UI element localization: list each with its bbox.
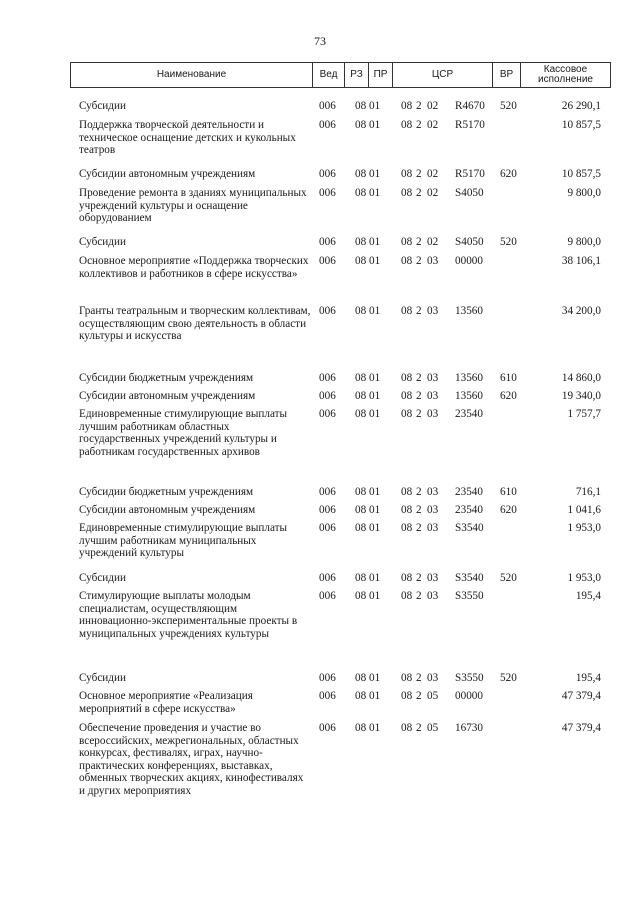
row-name: Стимулирующие выплаты молодым специалистам, осуществляющим инновационно-экспериментальные проекты в муниципальных учреждениях культуры	[79, 590, 298, 640]
row-csr-part3: 03	[427, 672, 439, 684]
row-rz: 08	[355, 100, 367, 112]
row-csr-code: 16730	[455, 722, 483, 734]
row-sum: 1 041,6	[567, 504, 601, 516]
row-pr: 01	[369, 572, 381, 584]
row-ved: 006	[319, 255, 336, 267]
row-csr-part3: 03	[427, 590, 439, 602]
row-csr-part1: 08	[401, 255, 413, 267]
row-csr-part3: 03	[427, 504, 439, 516]
row-csr-code: S3550	[455, 590, 484, 602]
row-csr-part1: 08	[401, 236, 413, 248]
row-vr: 520	[500, 672, 517, 684]
row-csr-part2: 2	[416, 690, 422, 702]
row-ved: 006	[319, 305, 336, 317]
row-csr-part3: 03	[427, 408, 439, 420]
row-csr-part1: 08	[401, 305, 413, 317]
row-name: Проведение ремонта в зданиях муниципальных учреждений культуры и оснащение оборудованием	[79, 187, 307, 225]
row-csr-part3: 03	[427, 372, 439, 384]
row-csr-part2: 2	[416, 119, 422, 131]
row-csr-part3: 03	[427, 390, 439, 402]
row-ved: 006	[319, 372, 336, 384]
row-ved: 006	[319, 390, 336, 402]
row-csr-part3: 03	[427, 255, 439, 267]
row-name: Основное мероприятие «Поддержка творческих коллективов и работников в сфере искусства»	[79, 255, 309, 280]
row-ved: 006	[319, 168, 336, 180]
row-name: Субсидии	[79, 672, 126, 684]
row-vr: 610	[500, 486, 517, 498]
row-csr-part2: 2	[416, 168, 422, 180]
row-csr-part1: 08	[401, 572, 413, 584]
row-pr: 01	[369, 372, 381, 384]
page-number: 73	[314, 34, 326, 48]
row-ved: 006	[319, 187, 336, 199]
row-csr-part1: 08	[401, 590, 413, 602]
row-rz: 08	[355, 572, 367, 584]
row-rz: 08	[355, 408, 367, 420]
row-sum: 195,4	[575, 672, 601, 684]
row-pr: 01	[369, 690, 381, 702]
row-csr-code: 00000	[455, 255, 483, 267]
row-vr: 620	[500, 168, 517, 180]
row-csr-part2: 2	[416, 590, 422, 602]
row-pr: 01	[369, 168, 381, 180]
row-csr-part1: 08	[401, 100, 413, 112]
row-rz: 08	[355, 255, 367, 267]
row-name: Субсидии автономным учреждениям	[79, 390, 256, 402]
row-rz: 08	[355, 305, 367, 317]
row-csr-code: R4670	[455, 100, 485, 112]
row-pr: 01	[369, 100, 381, 112]
row-rz: 08	[355, 722, 367, 734]
row-sum: 38 106,1	[561, 255, 601, 267]
row-rz: 08	[355, 522, 367, 534]
row-ved: 006	[319, 408, 336, 420]
row-csr-part2: 2	[416, 722, 422, 734]
row-name: Субсидии автономным учреждениям	[79, 504, 256, 516]
row-csr-part2: 2	[416, 390, 422, 402]
row-ved: 006	[319, 522, 336, 534]
row-csr-part3: 02	[427, 187, 439, 199]
row-name: Субсидии	[79, 100, 126, 112]
row-pr: 01	[369, 305, 381, 317]
row-csr-code: R5170	[455, 168, 485, 180]
row-csr-part2: 2	[416, 100, 422, 112]
row-pr: 01	[369, 590, 381, 602]
row-rz: 08	[355, 372, 367, 384]
row-vr: 520	[500, 100, 517, 112]
row-ved: 006	[319, 590, 336, 602]
row-csr-code: 13560	[455, 390, 483, 402]
row-csr-code: 23540	[455, 486, 483, 498]
row-csr-part1: 08	[401, 168, 413, 180]
header-vr: ВР	[493, 63, 521, 87]
row-csr-part1: 08	[401, 119, 413, 131]
row-csr-part2: 2	[416, 672, 422, 684]
header-sum: Кассовое исполнение	[538, 64, 593, 85]
row-sum: 1 953,0	[567, 572, 601, 584]
row-name: Поддержка творческой деятельности и техническое оснащение детских и кукольных театров	[79, 119, 296, 157]
row-name: Субсидии	[79, 572, 126, 584]
row-csr-part2: 2	[416, 408, 422, 420]
row-csr-code: 00000	[455, 690, 483, 702]
row-rz: 08	[355, 236, 367, 248]
row-sum: 34 200,0	[561, 305, 601, 317]
row-ved: 006	[319, 100, 336, 112]
row-rz: 08	[355, 187, 367, 199]
header-ved: Вед	[313, 63, 345, 87]
row-csr-part3: 02	[427, 168, 439, 180]
row-pr: 01	[369, 390, 381, 402]
row-name: Единовременные стимулирующие выплаты лучшим работникам областных государственных учреждений культуры и работникам государственных архивов	[79, 408, 288, 458]
row-csr-code: R5170	[455, 119, 485, 131]
row-sum: 195,4	[575, 590, 601, 602]
row-csr-code: S4050	[455, 236, 484, 248]
row-pr: 01	[369, 236, 381, 248]
row-csr-code: S3540	[455, 522, 484, 534]
row-sum: 716,1	[575, 486, 601, 498]
header-pr: ПР	[369, 63, 393, 87]
row-name: Основное мероприятие «Реализация мероприятий в сфере искусства»	[79, 690, 253, 715]
row-csr-code: 23540	[455, 504, 483, 516]
row-csr-code: S3550	[455, 672, 484, 684]
row-csr-part3: 05	[427, 690, 439, 702]
row-sum: 47 379,4	[561, 722, 601, 734]
row-csr-code: S3540	[455, 572, 484, 584]
header-name: Наименование	[71, 63, 313, 87]
row-name: Обеспечение проведения и участие во всероссийских, межрегиональных, областных конкурсах, фестивалях, играх, научно-практических конференциях, выставках, обменных творческих акциях, кинофестивалях и других мероприятиях	[79, 722, 304, 797]
row-ved: 006	[319, 572, 336, 584]
row-ved: 006	[319, 722, 336, 734]
row-csr-part1: 08	[401, 504, 413, 516]
row-name: Единовременные стимулирующие выплаты лучшим работникам муниципальных учреждений культуры	[79, 522, 288, 560]
row-name: Субсидии бюджетным учреждениям	[79, 486, 254, 498]
row-rz: 08	[355, 590, 367, 602]
row-sum: 10 857,5	[561, 119, 601, 131]
row-pr: 01	[369, 119, 381, 131]
row-sum: 9 800,0	[567, 236, 601, 248]
row-sum: 26 290,1	[561, 100, 601, 112]
row-pr: 01	[369, 722, 381, 734]
row-ved: 006	[319, 119, 336, 131]
row-csr-part1: 08	[401, 372, 413, 384]
row-ved: 006	[319, 504, 336, 516]
row-rz: 08	[355, 119, 367, 131]
row-ved: 006	[319, 236, 336, 248]
row-csr-code: S4050	[455, 187, 484, 199]
row-ved: 006	[319, 486, 336, 498]
row-rz: 08	[355, 168, 367, 180]
row-pr: 01	[369, 408, 381, 420]
table-header	[70, 62, 611, 88]
row-csr-part1: 08	[401, 672, 413, 684]
row-pr: 01	[369, 504, 381, 516]
row-csr-part3: 05	[427, 722, 439, 734]
row-name: Субсидии автономным учреждениям	[79, 168, 256, 180]
row-sum: 9 800,0	[567, 187, 601, 199]
row-csr-part1: 08	[401, 486, 413, 498]
row-csr-part2: 2	[416, 305, 422, 317]
row-csr-part2: 2	[416, 504, 422, 516]
row-csr-part2: 2	[416, 187, 422, 199]
row-csr-part2: 2	[416, 522, 422, 534]
row-csr-part1: 08	[401, 690, 413, 702]
row-rz: 08	[355, 690, 367, 702]
row-vr: 520	[500, 572, 517, 584]
row-csr-part2: 2	[416, 236, 422, 248]
row-sum: 1 757,7	[567, 408, 601, 420]
row-ved: 006	[319, 690, 336, 702]
row-vr: 520	[500, 236, 517, 248]
row-name: Гранты театральным и творческим коллективам, осуществляющим свою деятельность в области культуры и искусства	[79, 305, 311, 343]
row-pr: 01	[369, 187, 381, 199]
row-sum: 47 379,4	[561, 690, 601, 702]
row-pr: 01	[369, 522, 381, 534]
row-csr-part2: 2	[416, 486, 422, 498]
row-rz: 08	[355, 504, 367, 516]
row-vr: 620	[500, 390, 517, 402]
row-csr-part3: 02	[427, 100, 439, 112]
row-csr-part3: 03	[427, 305, 439, 317]
row-csr-part3: 03	[427, 522, 439, 534]
row-sum: 19 340,0	[561, 390, 601, 402]
row-name: Субсидии бюджетным учреждениям	[79, 372, 254, 384]
row-name: Субсидии	[79, 236, 126, 248]
row-csr-part1: 08	[401, 722, 413, 734]
row-pr: 01	[369, 486, 381, 498]
row-pr: 01	[369, 255, 381, 267]
row-sum: 1 953,0	[567, 522, 601, 534]
row-csr-part3: 03	[427, 486, 439, 498]
row-csr-part3: 02	[427, 119, 439, 131]
row-rz: 08	[355, 390, 367, 402]
row-vr: 610	[500, 372, 517, 384]
row-csr-code: 13560	[455, 372, 483, 384]
row-rz: 08	[355, 672, 367, 684]
row-vr: 620	[500, 504, 517, 516]
row-csr-part1: 08	[401, 522, 413, 534]
row-csr-part3: 03	[427, 572, 439, 584]
row-ved: 006	[319, 672, 336, 684]
row-csr-part2: 2	[416, 255, 422, 267]
row-sum: 14 860,0	[561, 372, 601, 384]
row-sum: 10 857,5	[561, 168, 601, 180]
row-pr: 01	[369, 672, 381, 684]
row-csr-part3: 02	[427, 236, 439, 248]
row-csr-part1: 08	[401, 390, 413, 402]
header-csr: ЦСР	[393, 63, 493, 87]
row-csr-code: 23540	[455, 408, 483, 420]
row-csr-part1: 08	[401, 408, 413, 420]
header-rz: РЗ	[345, 63, 369, 87]
row-csr-part2: 2	[416, 572, 422, 584]
row-csr-code: 13560	[455, 305, 483, 317]
row-rz: 08	[355, 486, 367, 498]
row-csr-part1: 08	[401, 187, 413, 199]
row-csr-part2: 2	[416, 372, 422, 384]
